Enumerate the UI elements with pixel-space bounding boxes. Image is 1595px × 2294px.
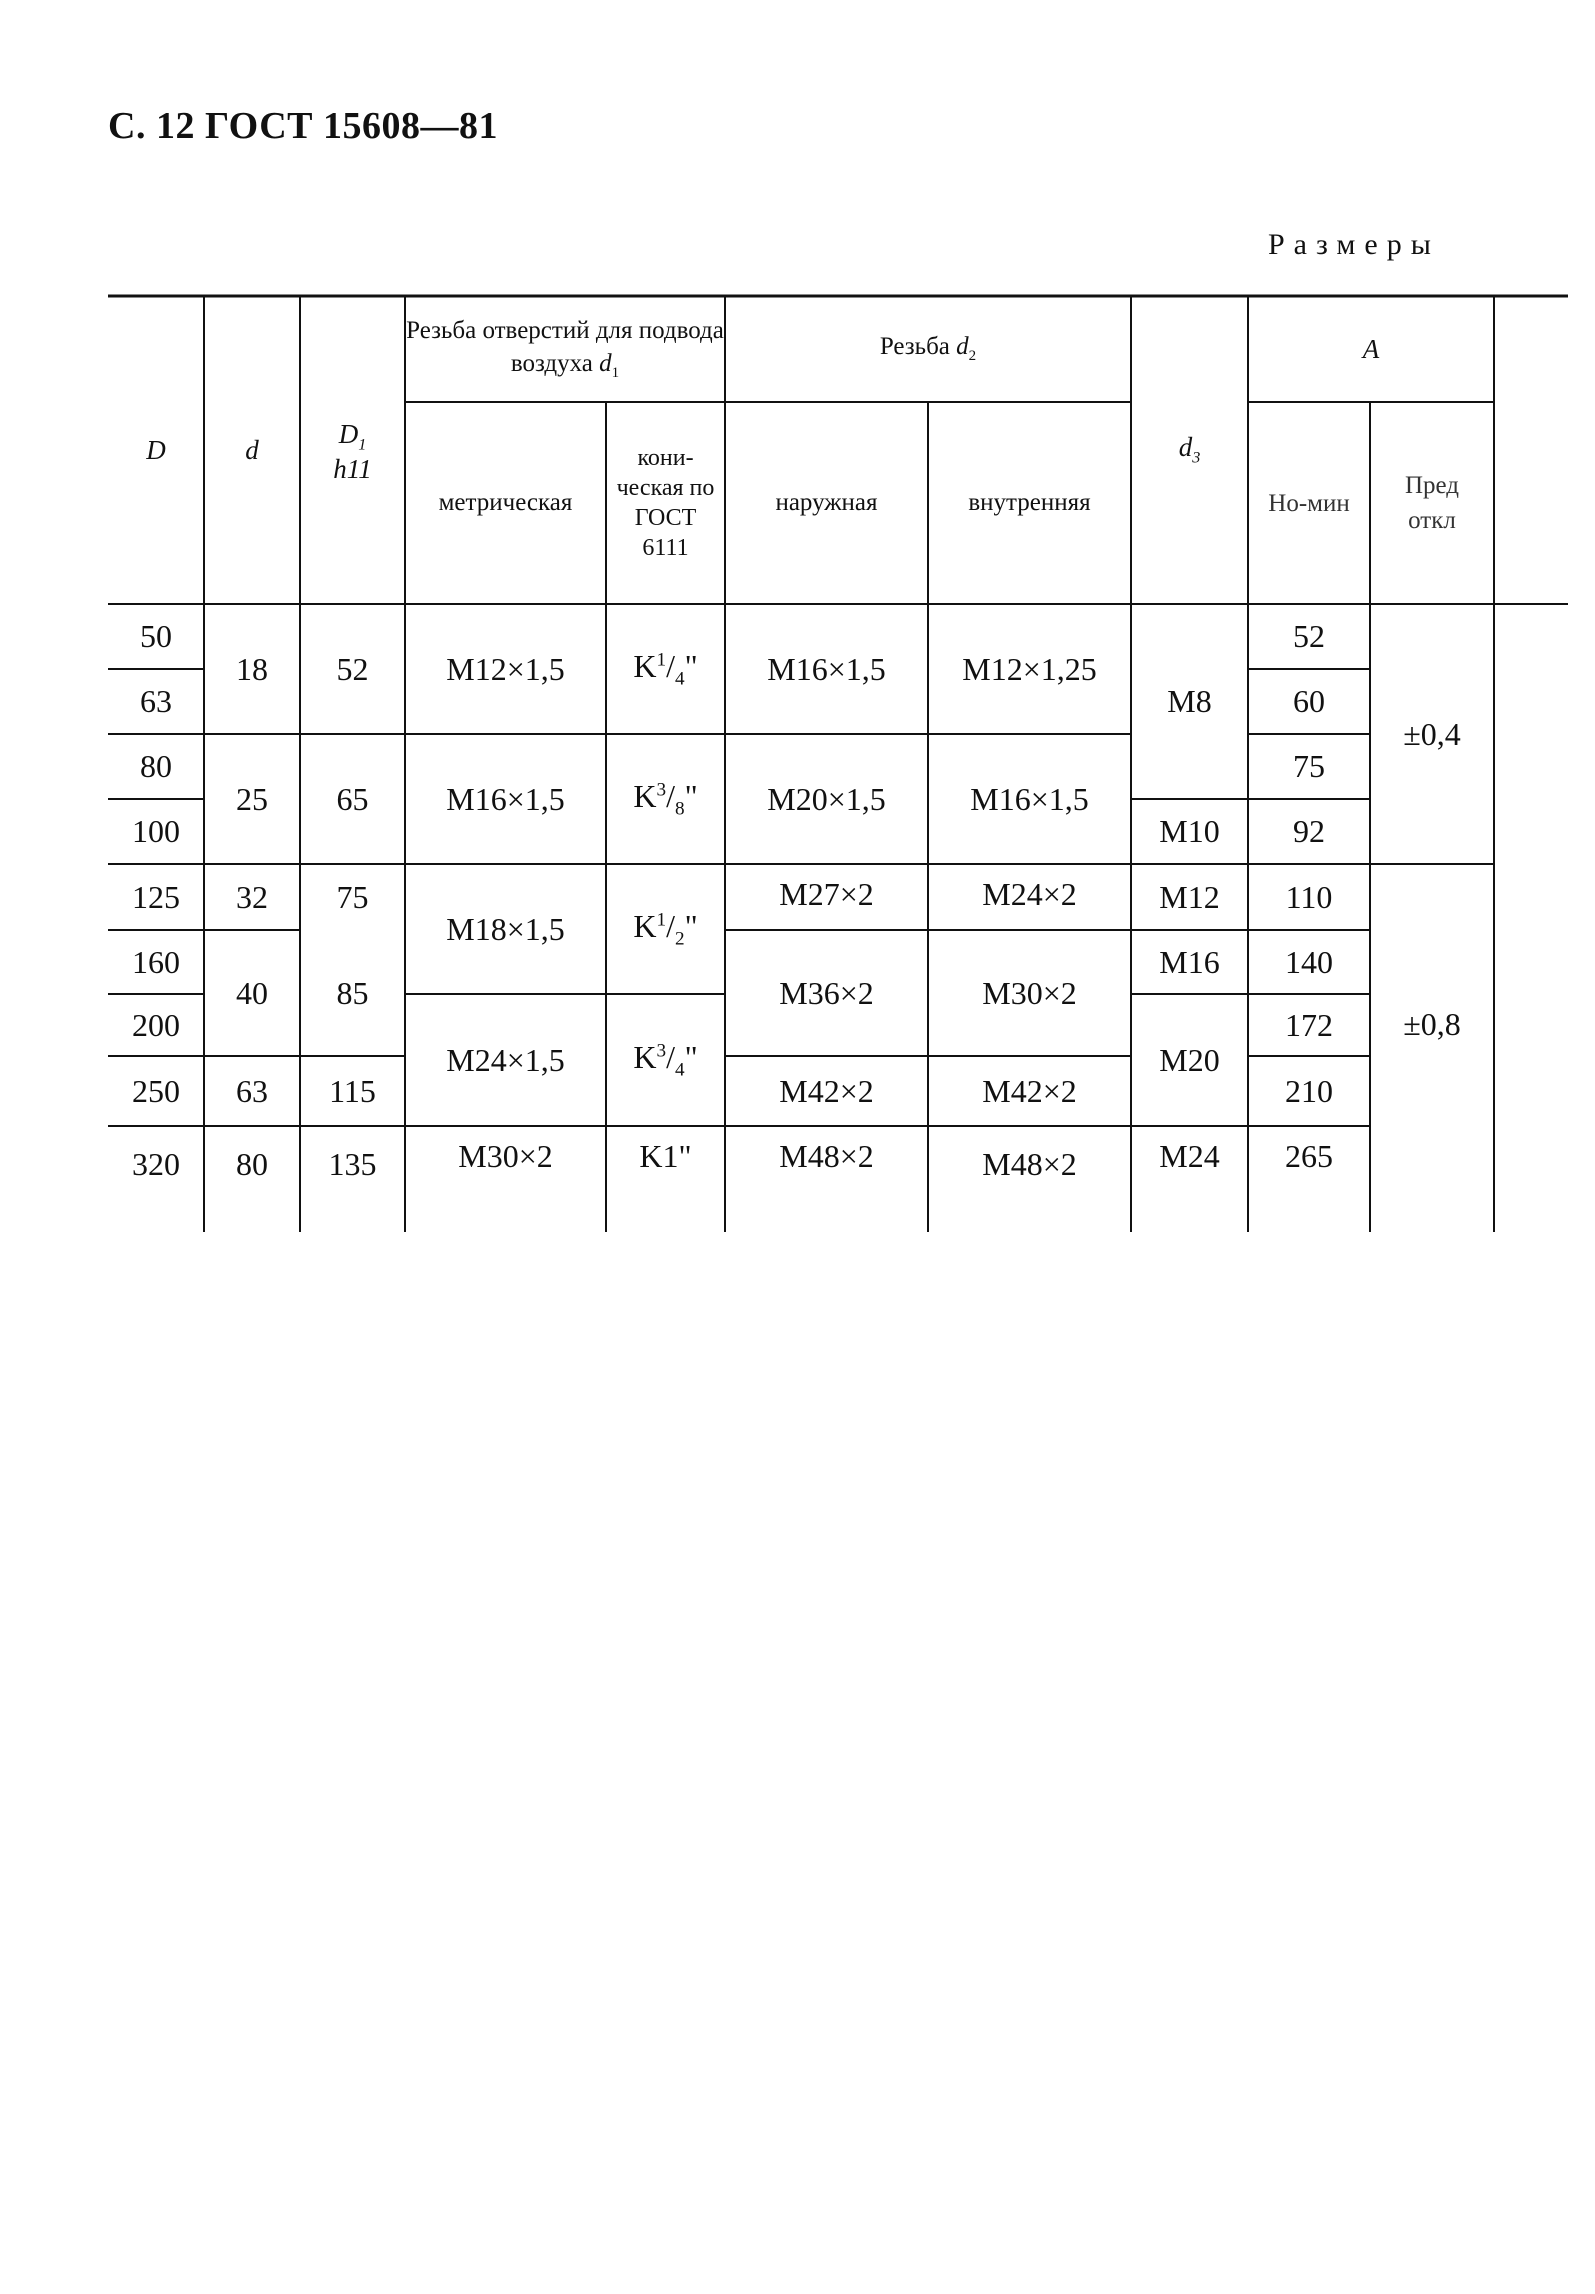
cell-D: 320 <box>132 1145 180 1182</box>
cell-D: 125 <box>132 878 180 915</box>
cell-A-nominal: 52 <box>1293 618 1325 654</box>
cell-d3: M16 <box>1159 943 1220 980</box>
cell-A-nominal: 92 <box>1293 813 1325 849</box>
cell-A-deviation: ±0,8 <box>1403 1005 1461 1042</box>
cell-internal: M16×1,5 <box>970 780 1089 817</box>
header-D: D <box>146 434 166 465</box>
cell-D: 200 <box>132 1006 180 1043</box>
cell-D1: 75 <box>336 878 369 915</box>
dimensions-table <box>108 292 1568 1232</box>
cell-A-nominal: 60 <box>1293 683 1325 719</box>
header-d3: $d_3$ <box>1178 432 1201 467</box>
cell-external: M16×1,5 <box>767 650 886 687</box>
cell-d3: M12 <box>1159 878 1220 915</box>
cell-external: M36×2 <box>779 974 874 1011</box>
cell-d3: M20 <box>1159 1041 1220 1078</box>
cell-D1: 65 <box>336 780 369 817</box>
cell-internal: M30×2 <box>982 974 1077 1011</box>
cell-D1: 85 <box>336 974 369 1011</box>
cell-conical: $K^1/_4$" <box>633 647 698 690</box>
cell-external: M42×2 <box>779 1072 874 1109</box>
cell-D: 100 <box>132 813 180 849</box>
cell-d: 80 <box>236 1145 268 1182</box>
cell-A-nominal: 210 <box>1285 1072 1333 1109</box>
cell-d: 18 <box>236 650 268 687</box>
header-D1-h11: $D_1$ h11 <box>333 418 372 484</box>
cell-D1: 52 <box>336 650 369 687</box>
cell-d3: M24 <box>1159 1137 1220 1174</box>
cell-metric: M16×1,5 <box>446 780 565 817</box>
cell-D: 80 <box>140 748 172 784</box>
cell-conical: K1" <box>639 1137 692 1174</box>
cell-D: 63 <box>140 683 172 719</box>
header-conical: кони-ческая по ГОСТ 6111 <box>616 445 715 561</box>
cell-d3: M10 <box>1159 813 1220 849</box>
cell-conical: $K^3/_4$" <box>633 1038 698 1081</box>
cell-conical: $K^3/_8$" <box>633 777 698 820</box>
header-A: A <box>1362 333 1380 364</box>
cell-internal: M24×2 <box>982 875 1077 912</box>
header-internal: внутренняя <box>968 488 1091 516</box>
cell-metric: M30×2 <box>458 1137 553 1174</box>
header-limit-deviation: Пред откл <box>1404 472 1460 534</box>
cell-d: 40 <box>236 974 268 1011</box>
cell-D: 160 <box>132 943 180 980</box>
cell-D: 250 <box>132 1072 180 1109</box>
cell-d: 25 <box>236 780 268 817</box>
header-air-threads: Резьба отверстий для подвода воздуха $d_1$ <box>406 317 724 381</box>
header-external: наружная <box>775 488 878 516</box>
cell-metric: M18×1,5 <box>446 910 565 947</box>
page-header: С. 12 ГОСТ 15608—81 <box>108 105 498 147</box>
cell-A-nominal: 172 <box>1285 1006 1333 1043</box>
cell-external: M27×2 <box>779 875 874 912</box>
cell-D1: 135 <box>328 1145 377 1182</box>
cell-D1: 115 <box>329 1072 376 1109</box>
sizes-label: Размеры <box>1268 228 1440 261</box>
cell-d: 32 <box>236 878 268 915</box>
cell-internal: M42×2 <box>982 1072 1077 1109</box>
cell-metric: M24×1,5 <box>446 1041 565 1078</box>
cell-external: M48×2 <box>779 1137 874 1174</box>
cell-A-nominal: 75 <box>1293 748 1325 784</box>
cell-internal: M48×2 <box>982 1145 1077 1182</box>
cell-D: 50 <box>140 618 172 654</box>
cell-conical: $K^1/_2$" <box>633 907 698 950</box>
cell-metric: M12×1,5 <box>446 650 565 687</box>
cell-d3: M8 <box>1167 683 1212 719</box>
cell-d: 63 <box>236 1072 268 1109</box>
header-metric: метрическая <box>438 488 573 516</box>
cell-A-nominal: 110 <box>1285 878 1333 915</box>
cell-external: M20×1,5 <box>767 780 886 817</box>
header-nominal: Но-мин <box>1268 489 1350 517</box>
cell-A-nominal: 265 <box>1285 1137 1333 1174</box>
cell-A-deviation: ±0,4 <box>1403 715 1461 752</box>
header-d: d <box>245 434 259 465</box>
cell-internal: M12×1,25 <box>962 650 1097 687</box>
header-thread-d2: Резьба $d_2$ <box>879 333 977 365</box>
cell-A-nominal: 140 <box>1285 943 1333 980</box>
